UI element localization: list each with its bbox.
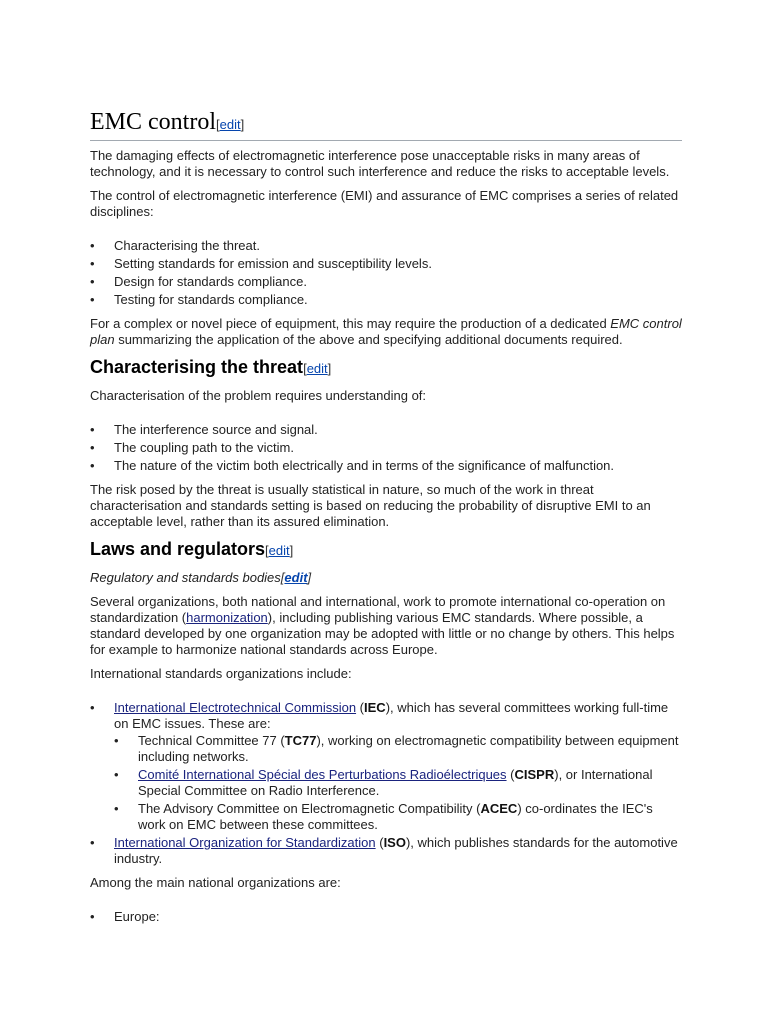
- list-item: • Setting standards for emission and susceptibility levels.: [114, 256, 682, 272]
- text: (: [375, 835, 384, 850]
- sub-bullet-list: [114, 733, 682, 833]
- edit-section-link-wrapper: [216, 117, 244, 132]
- bold-abbreviation: ISO: [383, 835, 406, 850]
- iec-link[interactable]: International Electrotechnical Commission: [114, 700, 357, 715]
- paragraph: International standards organizations include:: [90, 666, 352, 681]
- edit-link[interactable]: edit: [284, 570, 308, 585]
- heading-text: Laws and regulators: [90, 539, 266, 559]
- paragraph: The damaging effects of electromagnetic interference pose unacceptable risks in many areas of technology, and it is necessary to control such interference and reduce the risks to acceptable levels.: [90, 148, 670, 179]
- bold-abbreviation: ACEC: [480, 801, 518, 816]
- bracket-open: [: [303, 361, 307, 376]
- subheading-text: Regulatory and standards bodies: [90, 570, 281, 585]
- bold-abbreviation: CISPR: [514, 767, 555, 782]
- text: For a complex or novel piece of equipment, this may require the production of a dedicated: [90, 316, 611, 331]
- cispr-link[interactable]: Comité International Spécial des Perturbations Radioélectriques: [138, 767, 507, 782]
- list-item: • The coupling path to the victim.: [114, 440, 682, 456]
- paragraph: [90, 594, 682, 658]
- bracket-open: [: [216, 117, 220, 132]
- paragraph: [90, 316, 682, 348]
- paragraph: The risk posed by the threat is usually statistical in nature, so much of the work in threat characterisation and standards setting is based on reducing the probability of disruptive EMI to an acceptable level, rather than its assured elimination.: [90, 482, 651, 529]
- emphasis-text: EMC control plan: [90, 316, 682, 347]
- bold-abbreviation: TC77: [284, 733, 317, 748]
- section-heading-emc-control: [90, 108, 682, 141]
- bullet-list-national-orgs: [90, 909, 682, 925]
- text: ) co-ordinates the IEC's work on EMC between these committees.: [138, 801, 653, 832]
- bullet-list-international-orgs: [90, 700, 682, 867]
- list-item-cispr: [138, 767, 682, 799]
- text: ), working on electromagnetic compatibility between equipment including networks.: [138, 733, 679, 764]
- paragraph: The control of electromagnetic interference (EMI) and assurance of EMC comprises a series of related disciplines:: [90, 188, 679, 219]
- edit-link[interactable]: edit: [268, 543, 290, 558]
- list-item: • The interference source and signal.: [114, 422, 682, 438]
- bracket-close: ]: [240, 117, 245, 132]
- text: Several organizations, both national and international, work to promote international co-operation on standardization (: [90, 594, 666, 625]
- paragraph: Characterisation of the problem requires understanding of:: [90, 388, 427, 403]
- section-heading-laws: [90, 538, 682, 562]
- bracket-close: ]: [307, 570, 312, 585]
- text: summarizing the application of the above and specifying additional documents required.: [114, 332, 623, 347]
- text: (: [506, 767, 515, 782]
- text: ), including publishing various EMC standards. Where possible, a standard developed by one organization may be adopted with little or no change by others. This helps for example to harmonize national standards across Europe.: [90, 610, 675, 657]
- heading-text: Characterising the threat: [90, 357, 304, 377]
- list-item: • Characterising the threat.: [114, 238, 682, 254]
- bold-abbreviation: IEC: [364, 700, 386, 715]
- list-item-acec: [138, 801, 682, 833]
- bracket-open: [: [280, 570, 285, 585]
- text: ), or International Special Committee on Radio Interference.: [138, 767, 653, 798]
- bracket-open: [: [265, 543, 269, 558]
- list-item: • Testing for standards compliance.: [114, 292, 682, 308]
- edit-link[interactable]: edit: [219, 117, 241, 132]
- bullet-list: [90, 238, 682, 308]
- paragraph: Among the main national organizations are:: [90, 875, 341, 890]
- list-item-iso: [114, 835, 682, 867]
- list-item: • Europe:: [114, 909, 682, 925]
- heading-text: EMC control: [90, 109, 216, 135]
- text: ), which publishes standards for the automotive industry.: [114, 835, 678, 866]
- subsection-heading-regulatory: [90, 570, 682, 586]
- article-content: [90, 108, 682, 933]
- text: (: [356, 700, 365, 715]
- bracket-close: ]: [327, 361, 332, 376]
- text: Technical Committee 77 (: [138, 733, 285, 748]
- list-item-iec: [114, 700, 682, 833]
- list-item-tc77: [138, 733, 682, 765]
- text: ), which has several committees working full-time on EMC issues. These are:: [114, 700, 669, 731]
- text: The Advisory Committee on Electromagnetic Compatibility (: [138, 801, 481, 816]
- edit-section-link-wrapper: [303, 361, 331, 376]
- edit-link[interactable]: edit: [306, 361, 328, 376]
- edit-section-link-wrapper: [265, 543, 293, 558]
- harmonization-link[interactable]: harmonization: [186, 610, 268, 625]
- iso-link[interactable]: International Organization for Standardization: [114, 835, 376, 850]
- list-item: • Design for standards compliance.: [114, 274, 682, 290]
- bullet-list: [90, 422, 682, 474]
- section-heading-threat: [90, 356, 682, 380]
- bracket-close: ]: [289, 543, 294, 558]
- list-item: • The nature of the victim both electrically and in terms of the significance of malfunction.: [114, 458, 682, 474]
- edit-section-link-wrapper: [281, 570, 311, 585]
